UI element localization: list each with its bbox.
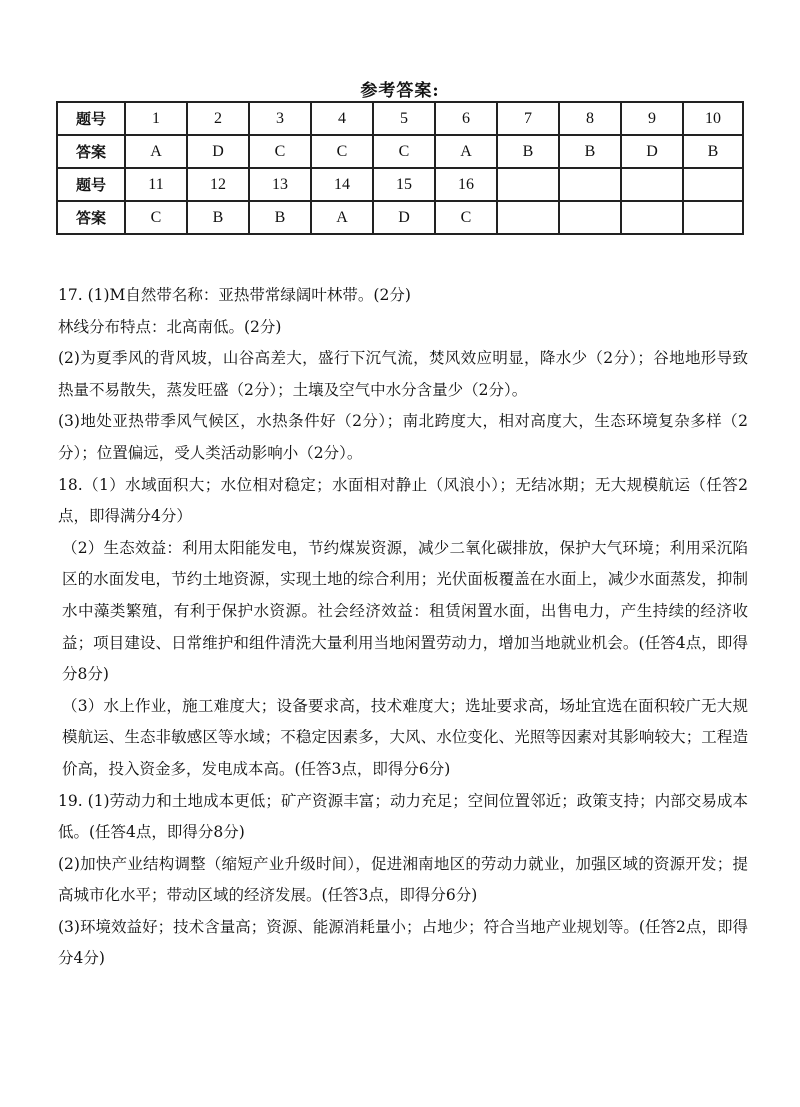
table-cell: C xyxy=(311,135,373,168)
q17-part2: (2)为夏季风的背风坡，山谷高差大，盛行下沉气流，焚风效应明显，降水少（2分）；谷地地形导致热量不易散失，蒸发旺盛（2分）；土壤及空气中水分含量少（2分）。 xyxy=(58,349,748,399)
table-cell: A xyxy=(125,135,187,168)
table-row xyxy=(57,135,743,168)
table-cell: 10 xyxy=(683,102,743,135)
table-cell xyxy=(497,201,559,234)
table-cell-header: 题号 xyxy=(57,168,125,201)
q19-part2: (2)加快产业结构调整（缩短产业升级时间），促进湘南地区的劳动力就业，加强区域的资源开发；提高城市化水平；带动区域的经济发展。(任答3点，即得分6分) xyxy=(58,854,748,905)
table-cell: 4 xyxy=(311,102,373,135)
table-cell: 11 xyxy=(125,168,187,201)
table-cell: B xyxy=(683,135,743,168)
table-cell: B xyxy=(249,201,311,234)
table-cell: B xyxy=(559,135,621,168)
table-cell: C xyxy=(373,135,435,168)
table-cell xyxy=(559,168,621,201)
table-cell xyxy=(621,168,683,201)
table-cell: 2 xyxy=(187,102,249,135)
table-cell: 7 xyxy=(497,102,559,135)
table-row xyxy=(57,201,743,234)
q19-part1: 19. (1)劳动力和土地成本更低；矿产资源丰富；动力充足；空间位置邻近；政策支持；内部交易成本低。(任答4点，即得分8分) xyxy=(58,791,748,842)
answer-table xyxy=(56,101,744,235)
q17-part3: (3)地处亚热带季风气候区，水热条件好（2分）；南北跨度大，相对高度大，生态环境复杂多样（2分）；位置偏远，受人类活动影响小（2分）。 xyxy=(58,412,748,462)
table-cell: 8 xyxy=(559,102,621,135)
q17-part1-treeline: 林线分布特点：北高南低。(2分) xyxy=(58,317,282,336)
table-cell: A xyxy=(311,201,373,234)
table-cell: 13 xyxy=(249,168,311,201)
page-title: 参考答案: xyxy=(360,81,440,101)
table-cell: B xyxy=(497,135,559,168)
table-cell: 14 xyxy=(311,168,373,201)
question-17 xyxy=(58,280,748,470)
table-row xyxy=(57,168,743,201)
table-cell: 3 xyxy=(249,102,311,135)
q18-part3: （3）水上作业，施工难度大；设备要求高，技术难度大；选址要求高，场址宜选在面积较广无大规模航运、生态非敏感区等水域；不稳定因素多，大风、水位变化、光照等因素对其影响较大；工程造价高，投入资金多，发电成本高。(任答3点，即得分6分) xyxy=(62,696,748,778)
question-19 xyxy=(58,786,748,976)
table-cell xyxy=(621,201,683,234)
q18-part2: （2）生态效益：利用太阳能发电，节约煤炭资源，减少二氧化碳排放，保护大气环境；利用采沉陷区的水面发电，节约土地资源，实现土地的综合利用；光伏面板覆盖在水面上，减少水面蒸发，抑制水中藻类繁殖，有利于保护水资源。社会经济效益：租赁闲置水面，出售电力，产生持续的经济收益；项目建设、日常维护和组件清洗大量利用当地闲置劳动力，增加当地就业机会。(任答4点，即得分8分) xyxy=(62,538,748,684)
table-cell: D xyxy=(373,201,435,234)
table-cell: 16 xyxy=(435,168,497,201)
answer-explanations xyxy=(58,280,748,975)
table-cell: 12 xyxy=(187,168,249,201)
table-cell: D xyxy=(621,135,683,168)
table-row xyxy=(57,102,743,135)
table-cell: C xyxy=(435,201,497,234)
q19-part3: (3)环境效益好；技术含量高；资源、能源消耗量小；占地少；符合当地产业规划等。(任答2点，即得分4分) xyxy=(58,917,748,968)
q17-part1-zone: 17. (1)M自然带名称：亚热带常绿阔叶林带。(2分) xyxy=(58,286,411,304)
table-cell xyxy=(683,168,743,201)
table-cell xyxy=(683,201,743,234)
table-cell-header: 题号 xyxy=(57,102,125,135)
table-cell xyxy=(559,201,621,234)
table-cell-header: 答案 xyxy=(57,201,125,234)
table-cell: 5 xyxy=(373,102,435,135)
table-cell: C xyxy=(249,135,311,168)
table-cell: 6 xyxy=(435,102,497,135)
q18-part1: 18.（1）水域面积大；水位相对稳定；水面相对静止（风浪小）；无结冰期；无大规模航运（任答2点，即得满分4分） xyxy=(58,475,748,526)
table-cell: A xyxy=(435,135,497,168)
table-cell: 15 xyxy=(373,168,435,201)
table-cell: B xyxy=(187,201,249,234)
question-18 xyxy=(58,470,748,786)
table-cell xyxy=(497,168,559,201)
table-cell-header: 答案 xyxy=(57,135,125,168)
table-cell: C xyxy=(125,201,187,234)
table-cell: 9 xyxy=(621,102,683,135)
table-cell: 1 xyxy=(125,102,187,135)
table-cell: D xyxy=(187,135,249,168)
